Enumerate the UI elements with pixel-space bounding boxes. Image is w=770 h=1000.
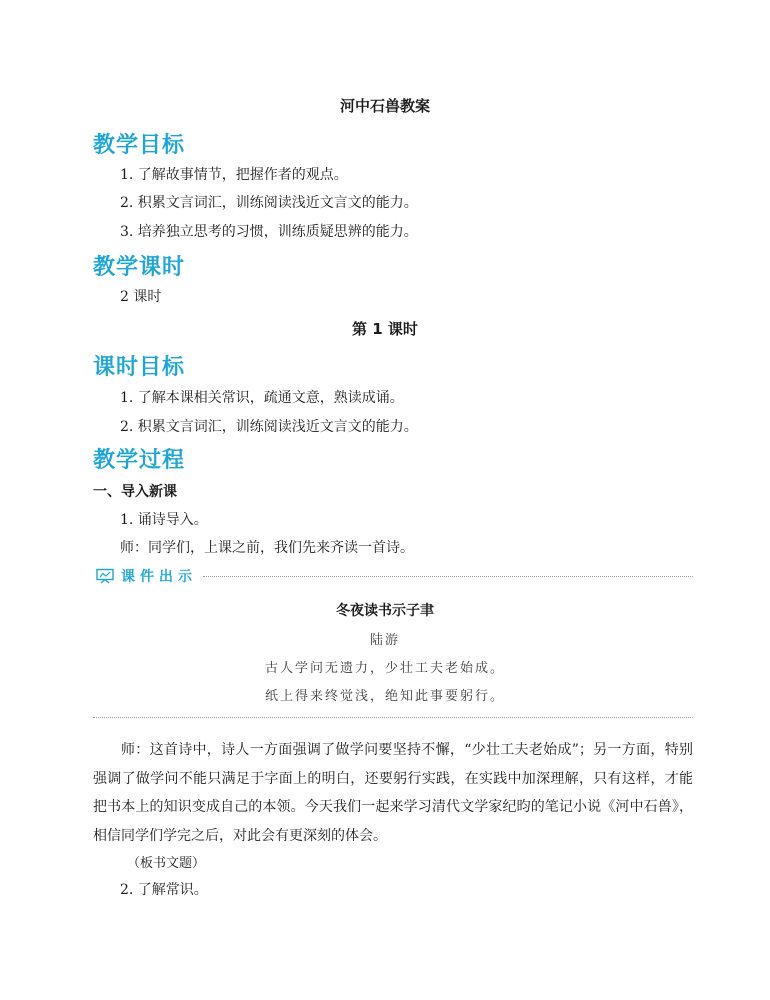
step-item-recite: 1. 诵诗导入。 <box>120 512 208 528</box>
section-heading-hours: 教学课时 <box>93 255 186 280</box>
step-item-knowledge: 2. 了解常识。 <box>120 882 208 898</box>
document-title: 河中石兽教案 <box>339 97 430 115</box>
poem-line-2: 纸上得来终觉浅，绝知此事要躬行。 <box>264 689 505 704</box>
section-heading-process: 教学过程 <box>93 448 186 473</box>
step-title-intro: 一、导入新课 <box>93 484 177 500</box>
section-heading-lesson-goals: 课时目标 <box>93 355 186 380</box>
objective-item-2: 2. 积累文言词汇，训练阅读浅近文言文的能力。 <box>120 195 418 211</box>
lesson-goal-item-2: 2. 积累文言词汇，训练阅读浅近文言文的能力。 <box>120 419 418 435</box>
poem-title: 冬夜读书示子聿 <box>336 603 434 619</box>
teacher-line-1: 师：同学们，上课之前，我们先来齐读一首诗。 <box>120 540 414 556</box>
lesson-goal-item-1: 1. 了解本课相关常识，疏通文意，熟读成诵。 <box>120 390 404 406</box>
callout-label: 课件出示 <box>121 569 197 585</box>
presentation-board-icon <box>96 568 114 584</box>
callout-dotted-rule <box>203 576 693 577</box>
objective-item-3: 3. 培养独立思考的习惯，训练质疑思辨的能力。 <box>120 224 418 240</box>
lesson-title: 第 1 课时 <box>352 320 418 338</box>
hours-value: 2 课时 <box>120 289 162 305</box>
callout-bottom-divider <box>93 717 693 718</box>
courseware-callout <box>93 566 693 586</box>
poem-line-1: 古人学问无遗力，少壮工夫老始成。 <box>264 661 505 676</box>
board-note: （板书文题） <box>127 856 206 871</box>
poem-author: 陆游 <box>369 633 400 648</box>
section-heading-objectives: 教学目标 <box>93 133 186 158</box>
teacher-paragraph: 师：这首诗中，诗人一方面强调了做学问要坚持不懈，“少壮工夫老始成”；另一方面，特别强调了做学问不能只满足于字面上的明白，还要躬行实践，在实践中加深理解，只有这样，才能把书本上的知识变成自己的本领。今天我们一起来学习清代文学家纪昀的笔记小说《河中石兽》，相信同学们学完之后，对此会有更深刻的体会。 <box>93 742 693 844</box>
objective-item-1: 1. 了解故事情节，把握作者的观点。 <box>120 167 348 183</box>
